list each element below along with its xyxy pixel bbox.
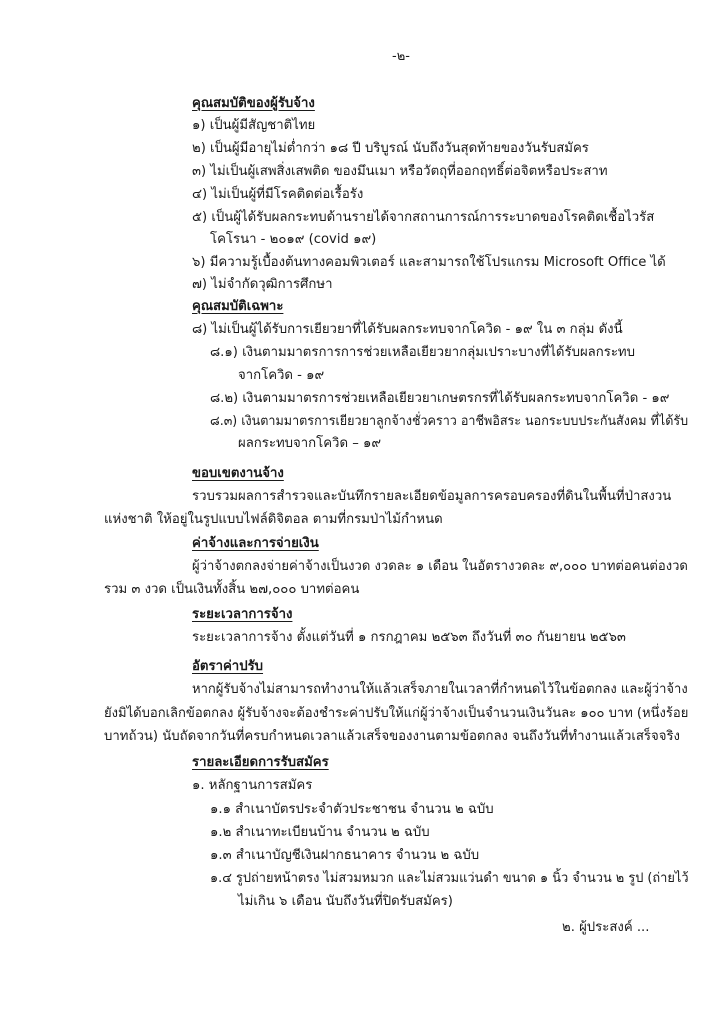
qualification-item: ๑) เป็นผู้มีสัญชาติไทย [192, 118, 316, 133]
special-qualification-subitem: ๘.๓) เงินตามมาตรการเยียวยาลูกจ้างชั่วคราว อาชีพอิสระ นอกระบบประกันสังคม ที่ได้รับ [210, 414, 689, 429]
application-heading: รายละเอียดการรับสมัคร [192, 755, 329, 770]
special-qualification-item: ๘) ไม่เป็นผู้ได้รับการเยียวยาที่ได้รับผลกระทบจากโควิด - ๑๙ ใน ๓ กลุ่ม ดังนี้ [192, 322, 623, 337]
application-subitem: ๑.๓ สำเนาบัญชีเงินฝากธนาคาร จำนวน ๒ ฉบับ [210, 848, 480, 863]
qualification-item-continued: โคโรนา - ๒๐๑๙ (covid ๑๙) [210, 232, 377, 247]
application-item: ๑. หลักฐานการสมัคร [192, 778, 313, 793]
qualification-item: ๒) เป็นผู้มีอายุไม่ต่ำกว่า ๑๘ ปี บริบูรณ์ นับถึงวันสุดท้ายของวันรับสมัคร [192, 141, 589, 156]
application-subitem-continued: ไม่เกิน ๖ เดือน นับถึงวันที่ปิดรับสมัคร) [238, 894, 453, 909]
payment-text: รวม ๓ งวด เป็นเงินทั้งสิ้น ๒๗,๐๐๐ บาทต่อคน [104, 582, 360, 597]
period-text: ระยะเวลาการจ้าง ตั้งแต่วันที่ ๑ กรกฎาคม ๒๕๖๓ ถึงวันที่ ๓๐ กันยายน ๒๕๖๓ [192, 630, 626, 645]
payment-text: ผู้ว่าจ้างตกลงจ่ายค่าจ้างเป็นงวด งวดละ ๑ เดือน ในอัตรางวดละ ๙,๐๐๐ บาทต่อคนต่องวด [192, 559, 688, 574]
qualification-item: ๕) เป็นผู้ได้รับผลกระทบด้านรายได้จากสถานการณ์การระบาดของโรคติดเชื้อไวรัส [192, 210, 655, 225]
special-qualification-subitem: ๘.๒) เงินตามมาตรการช่วยเหลือเยียวยาเกษตรกรที่ได้รับผลกระทบจากโควิด - ๑๙ [210, 391, 670, 406]
page-number: -๒- [392, 49, 410, 64]
application-subitem: ๑.๔ รูปถ่ายหน้าตรง ไม่สวมหมวก และไม่สวมแว่นดำ ขนาด ๑ นิ้ว จำนวน ๒ รูป (ถ่ายไว้ [210, 871, 689, 886]
scope-text: แห่งชาติ ให้อยู่ในรูปแบบไฟล์ดิจิตอล ตามที่กรมป่าไม้กำหนด [104, 512, 443, 527]
penalty-heading: อัตราค่าปรับ [192, 659, 264, 674]
qualification-item: ๗) ไม่จำกัดวุฒิการศึกษา [192, 277, 333, 292]
application-subitem: ๑.๑ สำเนาบัตรประจำตัวประชาชน จำนวน ๒ ฉบับ [210, 802, 494, 817]
application-subitem: ๑.๒ สำเนาทะเบียนบ้าน จำนวน ๒ ฉบับ [210, 825, 430, 840]
special-qualifications-heading: คุณสมบัติเฉพาะ [192, 299, 284, 314]
scope-heading: ขอบเขตงานจ้าง [192, 466, 284, 481]
special-qualification-subitem-continued: ผลกระทบจากโควิด – ๑๙ [238, 436, 382, 451]
scope-text: รวบรวมผลการสำรวจและบันทึกรายละเอียดข้อมูลการครอบครองที่ดินในพื้นที่ป่าสงวน [192, 489, 672, 504]
qualification-item: ๓) ไม่เป็นผู้เสพสิ่งเสพติด ของมึนเมา หรือวัตถุที่ออกฤทธิ์ต่อจิตหรือประสาท [192, 164, 608, 179]
qualification-item: ๔) ไม่เป็นผู้ที่มีโรคติดต่อเรื้อรัง [192, 187, 364, 202]
qualifications-heading: คุณสมบัติของผู้รับจ้าง [192, 96, 315, 111]
period-heading: ระยะเวลาการจ้าง [192, 607, 293, 622]
continuation-note: ๒. ผู้ประสงค์ ... [562, 920, 650, 935]
qualification-item: ๖) มีความรู้เบื้องต้นทางคอมพิวเตอร์ และสามารถใช้โปรแกรม Microsoft Office ได้ [192, 255, 666, 270]
penalty-text: ยังมิได้บอกเลิกข้อตกลง ผู้รับจ้างจะต้องชำระค่าปรับให้แก่ผู้ว่าจ้างเป็นจำนวนเงินวันละ ๑๐๐ บาท (หนึ่งร้อย [104, 706, 689, 721]
penalty-text: บาทถ้วน) นับถัดจากวันที่ครบกำหนดเวลาแล้วเสร็จของงานตามข้อตกลง จนถึงวันที่ทำงานแล้วเสร็จจริง [104, 729, 680, 744]
special-qualification-subitem: ๘.๑) เงินตามมาตรการการช่วยเหลือเยียวยากลุ่มเปราะบางที่ได้รับผลกระทบ [210, 345, 635, 360]
payment-heading: ค่าจ้างและการจ่ายเงิน [192, 536, 319, 551]
penalty-text: หากผู้รับจ้างไม่สามารถทำงานให้แล้วเสร็จภายในเวลาที่กำหนดไว้ในข้อตกลง และผู้ว่าจ้าง [192, 682, 688, 697]
special-qualification-subitem-continued: จากโควิด - ๑๙ [238, 368, 325, 383]
